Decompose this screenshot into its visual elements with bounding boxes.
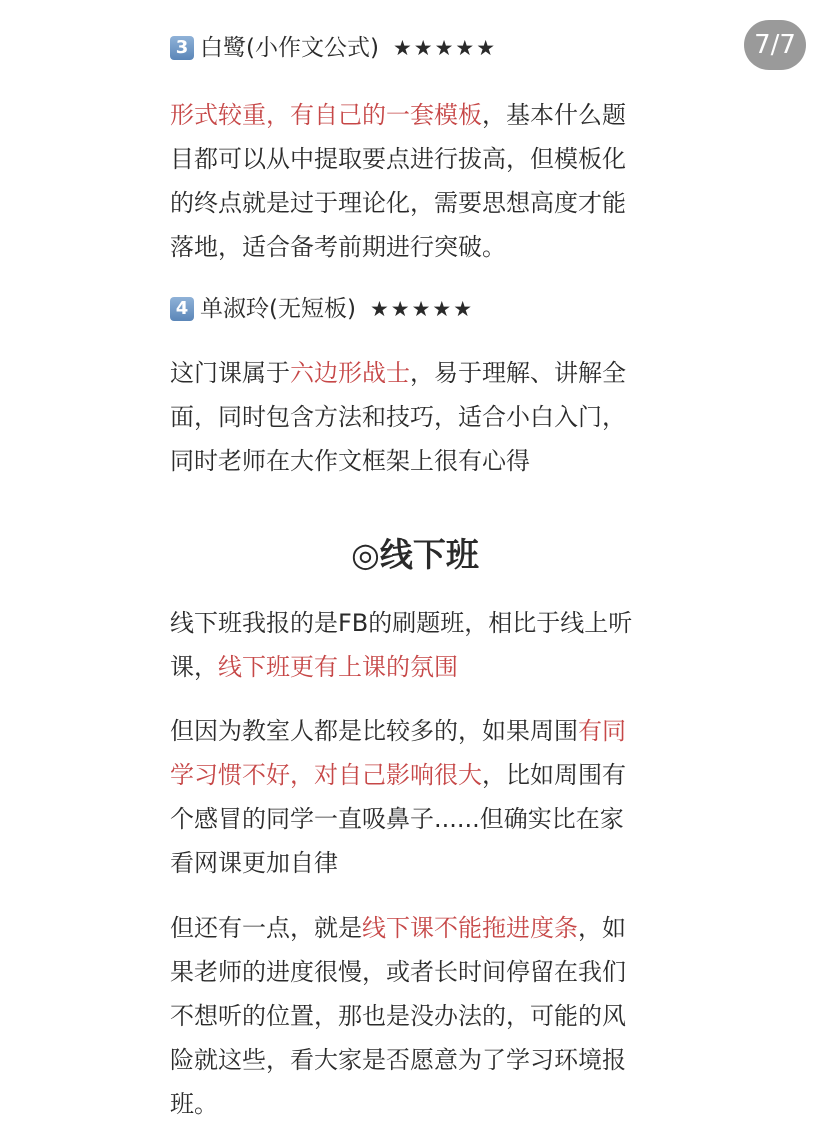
text-line: 班。: [170, 1090, 218, 1118]
teacher-3-name: 白鹭(小作文公式): [200, 35, 379, 61]
text-line: 险就这些，看大家是否愿意为了学习环境报: [170, 1046, 626, 1074]
text-line: 看网课更加自律: [170, 849, 338, 877]
text-line: 落地，适合备考前期进行突破。: [170, 233, 506, 261]
teacher-3-rating-stars: ★★★★★: [392, 36, 498, 60]
offline-class-section-title: ◎线下班: [351, 535, 479, 574]
teacher-3-heading: [170, 28, 660, 68]
teacher-4-description: [170, 351, 660, 483]
text-segment: ，比如周围有: [482, 761, 626, 789]
highlight-text: 线下班更有上课的氛围: [218, 653, 458, 681]
highlight-text: 有同: [578, 717, 626, 745]
text-segment: 但还有一点，就是: [170, 914, 362, 942]
text-line: 同时老师在大作文框架上很有心得: [170, 447, 530, 475]
text-segment: ，如: [578, 914, 626, 942]
highlight-text: 学习惯不好，对自己影响很大: [170, 761, 482, 789]
text-line: 的终点就是过于理论化，需要思想高度才能: [170, 189, 626, 217]
text-line: 果老师的进度很慢，或者长时间停留在我们: [170, 958, 626, 986]
page-counter-badge: 7/7: [744, 20, 806, 70]
text-segment: ，易于理解、讲解全: [410, 359, 626, 387]
text-line: 线下班我报的是FB的刷题班，相比于线上听: [170, 609, 633, 637]
keycap-number-icon: 3: [170, 36, 194, 60]
text-line: 面，同时包含方法和技巧，适合小白入门，: [170, 403, 626, 431]
offline-class-risk: [170, 906, 660, 1126]
offline-class-intro: [170, 601, 660, 689]
text-line: 目都可以从中提取要点进行拔高，但模板化: [170, 145, 626, 173]
text-line: 不想听的位置，那也是没办法的，可能的风: [170, 1002, 626, 1030]
text-segment: 这门课属于: [170, 359, 290, 387]
teacher-4-rating-stars: ★★★★★: [369, 297, 475, 321]
teacher-3-description: [170, 93, 660, 269]
text-line: 个感冒的同学一直吸鼻子......但确实比在家: [170, 805, 624, 833]
teacher-4-name: 单淑玲(无短板): [200, 296, 356, 322]
highlight-text: 六边形战士: [290, 359, 410, 387]
text-segment: ，基本什么题: [482, 101, 626, 129]
highlight-text: 线下课不能拖进度条: [362, 914, 578, 942]
article-content: [170, 28, 660, 1126]
teacher-4-heading: [170, 289, 660, 329]
keycap-number-icon: 4: [170, 297, 194, 321]
text-segment: 课，: [170, 653, 218, 681]
highlight-text: 形式较重，有自己的一套模板: [170, 101, 482, 129]
text-segment: 但因为教室人都是比较多的，如果周围: [170, 717, 578, 745]
offline-class-drawback: [170, 709, 660, 885]
